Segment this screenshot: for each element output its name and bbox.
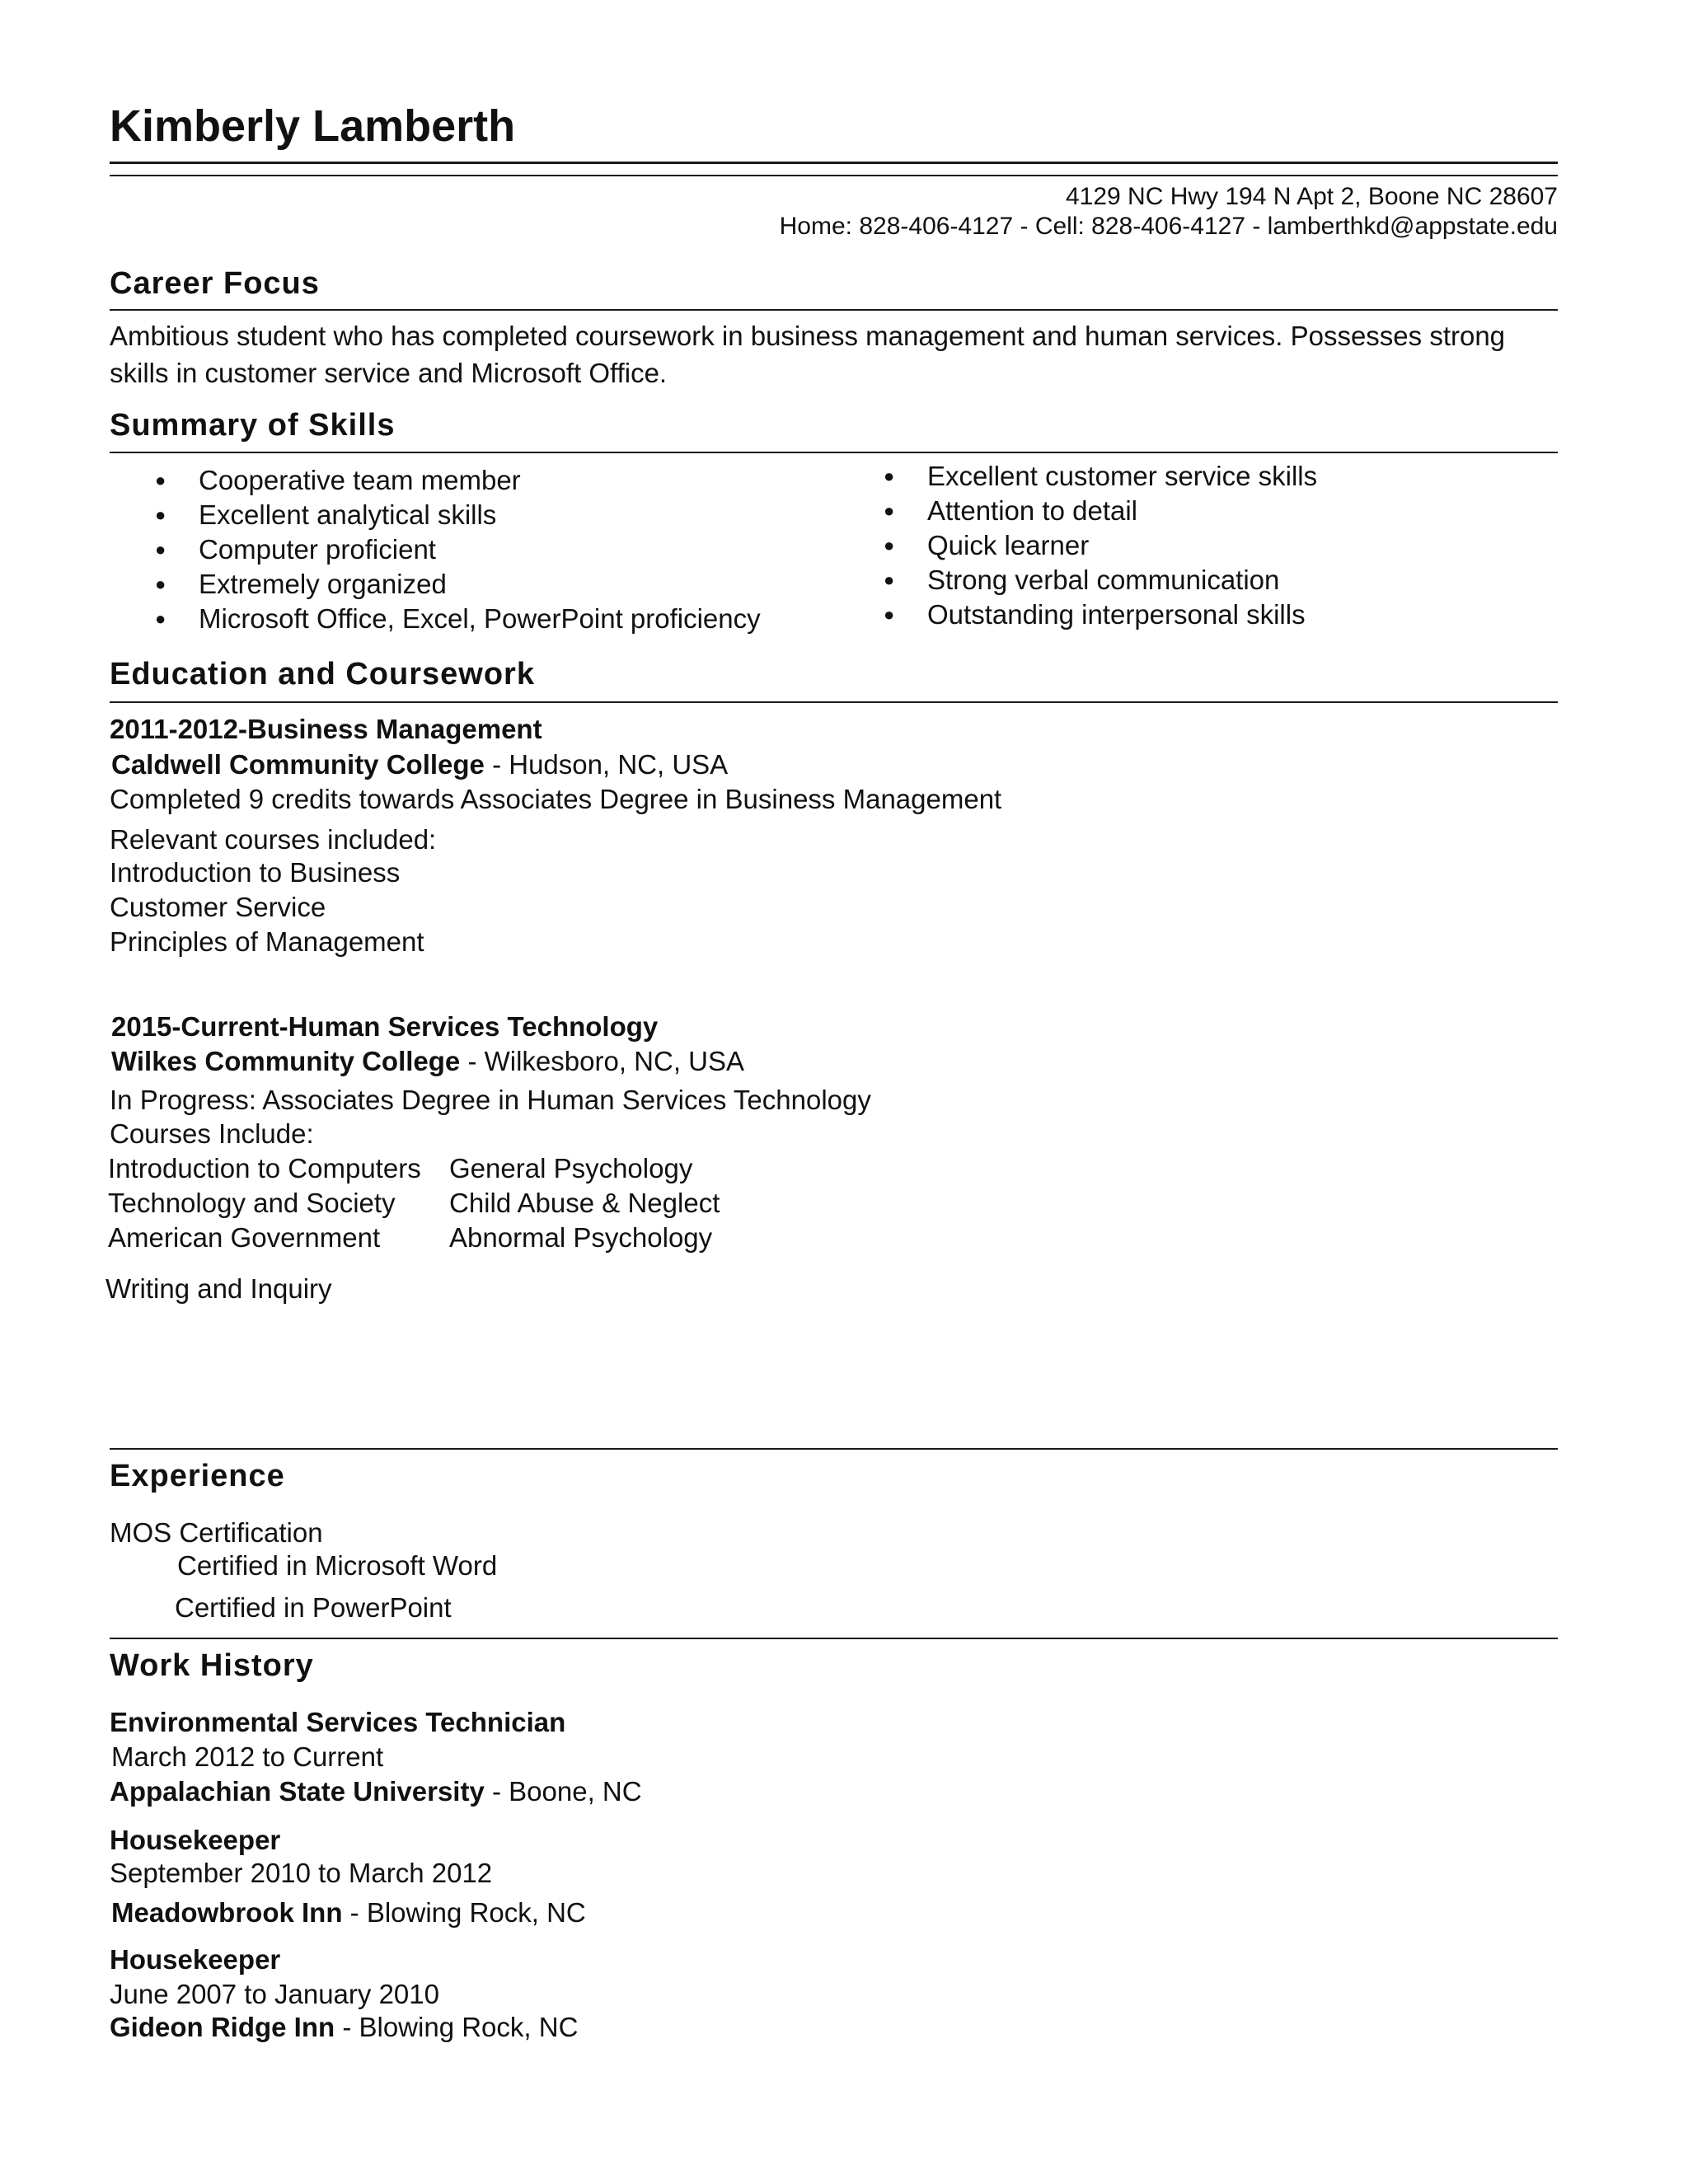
skill-item: ● Outstanding interpersonal skills (884, 598, 1317, 632)
course-item-extra: Writing and Inquiry (106, 1273, 332, 1304)
course-column-2 (449, 1151, 720, 1255)
education-heading: Education and Coursework (110, 657, 535, 691)
education-1-course: Customer Service (110, 892, 326, 922)
education-2-location: - Wilkesboro, NC, USA (460, 1046, 745, 1076)
experience-rule (110, 1448, 1558, 1450)
job-employer-line (111, 1894, 586, 1931)
job-employer-line (110, 2008, 578, 2046)
education-1-course: Principles of Management (110, 926, 424, 957)
job-employer: Gideon Ridge Inn (110, 2012, 335, 2042)
career-focus-line-2: skills in customer service and Microsoft Office. (110, 358, 668, 388)
course-column-1 (108, 1151, 449, 1255)
course-item: Child Abuse & Neglect (449, 1188, 720, 1218)
education-2-school: Wilkes Community College (111, 1046, 461, 1076)
job-employer: Appalachian State University (110, 1776, 485, 1807)
skill-item: ● Extremely organized (155, 567, 761, 602)
experience-item: MOS Certification (110, 1517, 323, 1548)
career-focus-heading: Career Focus (110, 266, 320, 301)
job-dates: September 2010 to March 2012 (110, 1858, 493, 1888)
experience-sub-item: Certified in PowerPoint (175, 1592, 452, 1623)
job-employer: Meadowbrook Inn (111, 1897, 343, 1928)
skills-rule (110, 452, 1558, 453)
education-2-title: 2015-Current-Human Services Technology (111, 1011, 659, 1042)
work-history-rule (110, 1638, 1558, 1639)
skills-heading: Summary of Skills (110, 408, 396, 443)
skill-item: ● Quick learner (884, 528, 1317, 563)
course-item: American Government (108, 1222, 381, 1253)
skill-item: ● Excellent analytical skills (155, 498, 761, 532)
skill-item: ● Excellent customer service skills (884, 459, 1317, 494)
job-title: Environmental Services Technician (110, 1707, 566, 1737)
career-focus-rule (110, 309, 1558, 311)
header-rule-bottom (110, 175, 1558, 176)
job-title: Housekeeper (110, 1944, 281, 1975)
education-1-course: Introduction to Business (110, 857, 401, 888)
job-employer-line (110, 1773, 642, 1810)
resume-name: Kimberly Lamberth (110, 101, 516, 151)
course-item: Technology and Society (108, 1188, 396, 1218)
contact-phones-email: Home: 828-406-4127 - Cell: 828-406-4127 - lamberthkd@appstate.edu (779, 213, 1558, 240)
job-location: - Blowing Rock, NC (342, 1897, 586, 1928)
job-title: Housekeeper (110, 1825, 281, 1855)
skill-item: ● Attention to detail (884, 494, 1317, 528)
experience-sub-item: Certified in Microsoft Word (177, 1550, 498, 1581)
education-1-school: Caldwell Community College (111, 749, 485, 780)
job-location: - Boone, NC (484, 1776, 642, 1807)
course-item: Abnormal Psychology (449, 1222, 713, 1253)
skills-list-right (884, 459, 1317, 632)
education-1-relevant: Relevant courses included: (110, 824, 437, 855)
skill-item: ● Microsoft Office, Excel, PowerPoint proficiency (155, 602, 761, 636)
experience-heading: Experience (110, 1459, 285, 1493)
job-dates: June 2007 to January 2010 (110, 1979, 439, 2009)
education-1-location: - Hudson, NC, USA (484, 749, 729, 780)
education-1-description: Completed 9 credits towards Associates Degree in Business Management (110, 784, 1002, 814)
education-2-courses-include: Courses Include: (110, 1118, 314, 1149)
skills-list-left (155, 463, 761, 636)
course-item: General Psychology (449, 1153, 693, 1183)
education-rule (110, 701, 1558, 703)
education-2-course-columns (108, 1151, 720, 1255)
job-dates: March 2012 to Current (111, 1741, 384, 1772)
work-history-heading: Work History (110, 1648, 314, 1683)
course-item: Introduction to Computers (108, 1153, 421, 1183)
skill-item: ● Strong verbal communication (884, 563, 1317, 598)
job-location: - Blowing Rock, NC (335, 2012, 579, 2042)
contact-address: 4129 NC Hwy 194 N Apt 2, Boone NC 28607 (1065, 183, 1558, 210)
education-2-description: In Progress: Associates Degree in Human Services Technology (110, 1085, 871, 1115)
header-rule-top (110, 162, 1558, 164)
skill-item: ● Cooperative team member (155, 463, 761, 498)
education-1-title: 2011-2012-Business Management (110, 714, 542, 744)
education-1-school-line (111, 746, 728, 783)
skill-item: ● Computer proficient (155, 532, 761, 567)
career-focus-line-1: Ambitious student who has completed coursework in business management and human services. Possesses strong (110, 321, 1506, 351)
education-2-school-line (111, 1043, 744, 1080)
